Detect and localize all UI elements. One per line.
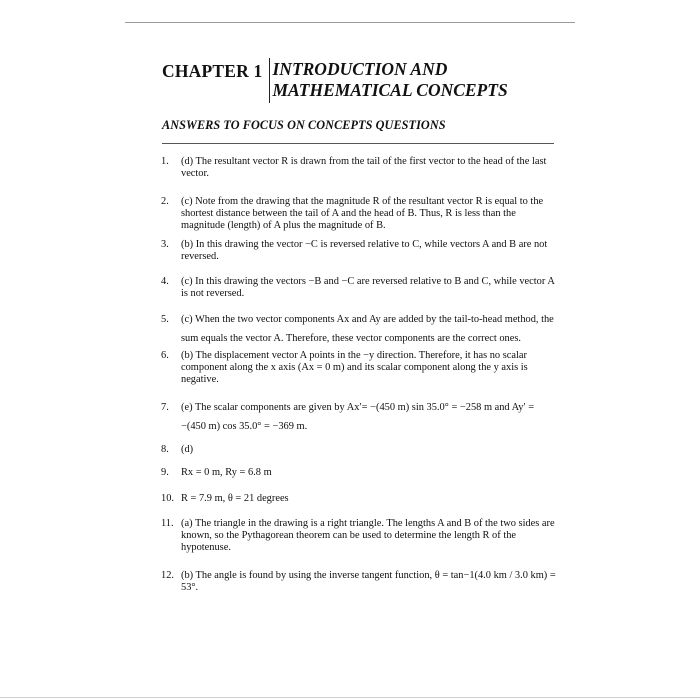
answer-number: 9. <box>161 467 169 478</box>
answer-number: 3. <box>161 239 169 250</box>
answer-number: 2. <box>161 196 169 207</box>
answer-5 <box>161 310 556 348</box>
answer-9 <box>161 467 556 479</box>
chapter-number: CHAPTER 1 <box>162 61 263 81</box>
answer-6 <box>161 350 556 386</box>
answer-text: Rx = 0 m, Ry = 6.8 m <box>181 467 272 478</box>
bottom-rule <box>0 697 700 698</box>
answer-7 <box>161 398 556 436</box>
chapter-title-line-2: MATHEMATICAL CONCEPTS <box>272 80 508 100</box>
chapter-header <box>162 58 508 103</box>
answer-4 <box>161 276 556 300</box>
section-rule <box>162 143 554 144</box>
answer-text: (a) The triangle in the drawing is a right triangle. The lengths A and B of the two sides are known, so the Pythagorean theorem can be used to determine the length R of the hypotenuse. <box>181 518 555 553</box>
answer-text: (c) When the two vector components Ax and Ay are added by the tail-to-head method, the sum equals the vector A. Therefore, these vector components are the correct ones. <box>181 314 554 344</box>
answer-number: 10. <box>161 493 174 504</box>
answer-11 <box>161 518 556 554</box>
answer-2 <box>161 196 556 232</box>
top-rule <box>125 22 575 23</box>
answer-10 <box>161 493 556 505</box>
answer-8 <box>161 444 556 456</box>
answer-number: 8. <box>161 444 169 455</box>
answer-12 <box>161 570 556 594</box>
answer-number: 7. <box>161 402 169 413</box>
answer-text: (e) The scalar components are given by Ax′= −(450 m) sin 35.0° = −258 m and Ay′ = −(450 m) cos 35.0° = −369 m. <box>181 402 535 432</box>
answer-number: 11. <box>161 518 174 529</box>
answer-1 <box>161 156 556 180</box>
answer-text: (b) In this drawing the vector −C is reversed relative to C, while vectors A and B are not reversed. <box>181 239 548 262</box>
answer-number: 1. <box>161 156 169 167</box>
answer-text: (c) In this drawing the vectors −B and −C are reversed relative to B and C, while vector A is not reversed. <box>181 276 555 299</box>
chapter-title-line-1: INTRODUCTION AND <box>272 59 448 79</box>
answer-number: 5. <box>161 314 169 325</box>
section-heading: ANSWERS TO FOCUS ON CONCEPTS QUESTIONS <box>162 118 446 132</box>
answer-text: (b) The angle is found by using the inverse tangent function, θ = tan−1(4.0 km / 3.0 km) = 53°. <box>181 570 556 593</box>
answer-text: (d) <box>181 444 194 455</box>
chapter-title <box>269 58 508 103</box>
answer-text: (d) The resultant vector R is drawn from the tail of the first vector to the head of the last vector. <box>181 156 547 179</box>
answer-3 <box>161 239 556 263</box>
answer-text: R = 7.9 m, θ = 21 degrees <box>181 493 289 504</box>
answer-number: 6. <box>161 350 169 361</box>
answer-text: (c) Note from the drawing that the magnitude R of the resultant vector R is equal to the shortest distance between the tail of A and the head of B. Thus, R is less than the magnitude (length) of A plus the magnitude of B. <box>181 196 544 231</box>
answer-number: 4. <box>161 276 169 287</box>
answer-text: (b) The displacement vector A points in the −y direction. Therefore, it has no scalar component along the x axis (Ax = 0 m) and its scalar component along the y axis is negative. <box>181 350 528 385</box>
answer-number: 12. <box>161 570 174 581</box>
